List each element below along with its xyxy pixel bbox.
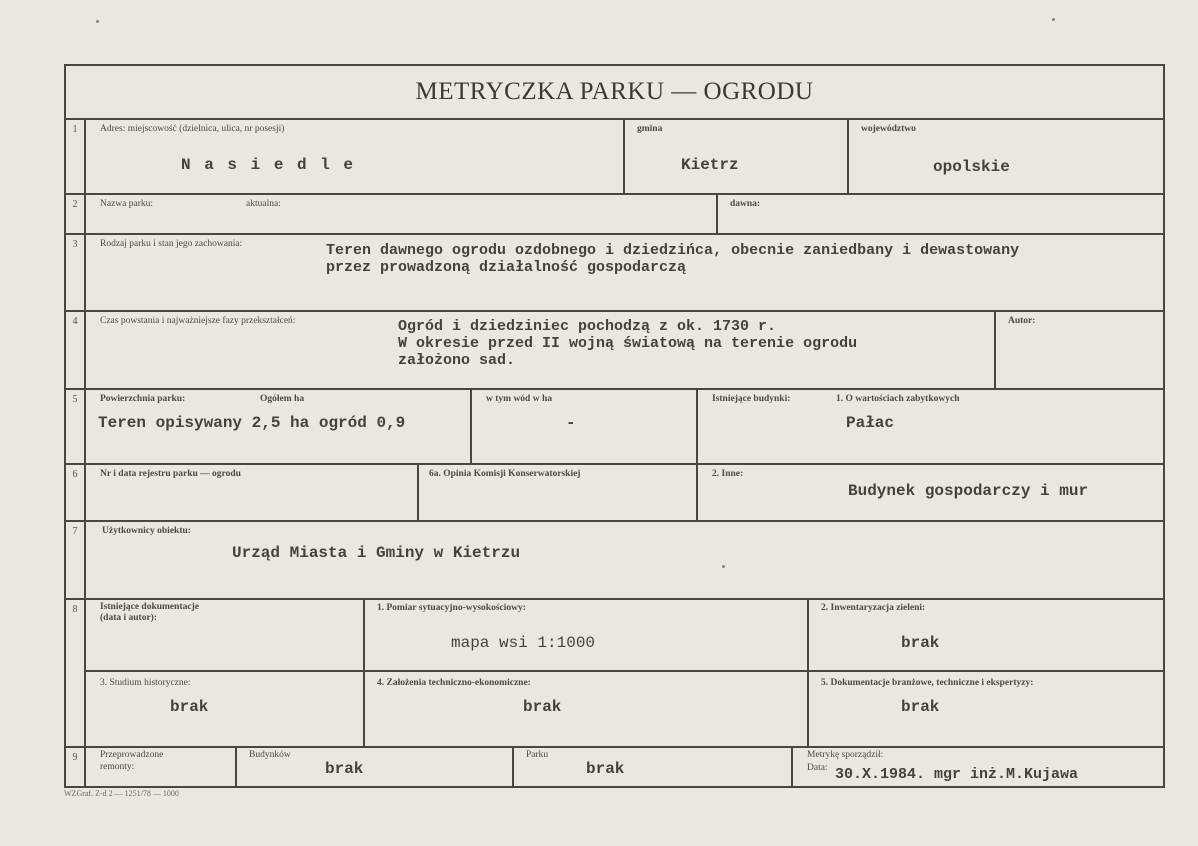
greenery-cell <box>807 598 1163 746</box>
former-name-cell <box>716 193 1163 233</box>
greenery-label: 2. Inwentaryzacja zieleni: <box>821 603 926 613</box>
row-area <box>66 388 1163 465</box>
row-history <box>66 310 1163 390</box>
tech-eco-value: brak <box>523 698 562 716</box>
survey-label: 1. Pomiar sytuacyjno-wysokościowy: <box>377 603 526 613</box>
users-value: Urząd Miasta i Gminy w Kietrzu <box>232 544 521 562</box>
survey-cell <box>363 598 809 746</box>
former-name-label: dawna: <box>730 199 761 209</box>
address-value: N a s i e d l e <box>181 156 356 174</box>
paper-speck <box>722 565 725 568</box>
page-title: METRYCZKA PARKU — OGRODU <box>66 66 1163 120</box>
row-documentation <box>66 598 1163 748</box>
historic-buildings-label: 1. O wartościach zabytkowych <box>836 394 960 404</box>
gmina-label: gmina <box>637 124 663 134</box>
area-total-label: Ogółem ha <box>260 394 305 404</box>
park-record-card <box>64 64 1165 788</box>
voivodeship-value: opolskie <box>933 158 1010 176</box>
greenery-value: brak <box>901 634 940 652</box>
historic-buildings-value: Pałac <box>846 414 895 432</box>
opinion-label: 6a. Opinia Komisji Konserwatorskiej <box>429 469 581 479</box>
water-cell <box>470 388 696 463</box>
record-date-label: Data: <box>807 763 828 773</box>
repairs-buildings-label: Budynków <box>249 750 291 760</box>
repairs-park-cell <box>512 746 793 788</box>
survey-value: mapa wsi 1:1000 <box>451 634 596 652</box>
water-value: - <box>566 414 576 432</box>
row-repairs <box>66 746 1163 788</box>
repairs-buildings-cell <box>235 746 514 788</box>
row-register <box>66 463 1163 522</box>
row-number: 6 <box>66 463 86 520</box>
voivodeship-cell <box>847 118 1163 193</box>
address-label: Adres: miejscowość (dzielnica, ulica, nr posesji) <box>100 124 285 134</box>
record-author-value: 30.X.1984. mgr inż.M.Kujawa <box>835 766 1079 783</box>
register-label: Nr i data rejestru parku — ogrodu <box>100 469 241 479</box>
history-study-label: 3. Studium historyczne: <box>100 678 191 688</box>
record-author-cell <box>791 746 1163 788</box>
tech-eco-label: 4. Założenia techniczno-ekonomiczne: <box>377 678 531 688</box>
water-label: w tym wód w ha <box>486 394 552 404</box>
repairs-sublabel: remonty: <box>100 762 135 772</box>
documentation-label: Istniejące dokumentacje <box>100 602 199 612</box>
park-type-label: Rodzaj parku i stan jego zachowania: <box>100 239 243 249</box>
gmina-cell <box>623 118 849 193</box>
row-users <box>66 520 1163 600</box>
row-number: 2 <box>66 193 86 233</box>
print-footer: WZGraf. Z-d 2 — 1251/78 — 1000 <box>64 789 179 798</box>
history-study-value: brak <box>170 698 209 716</box>
buildings-cell <box>696 388 1163 463</box>
area-label: Powierzchnia parku: <box>100 394 186 404</box>
row-number: 7 <box>66 520 86 598</box>
repairs-park-value: brak <box>586 760 625 778</box>
other-buildings-label: 2. Inne: <box>712 469 744 479</box>
history-label: Czas powstania i najważniejsze fazy przekształceń: <box>100 316 296 326</box>
paper-speck <box>96 20 99 23</box>
repairs-park-label: Parku <box>526 750 549 760</box>
other-buildings-cell <box>696 463 1163 520</box>
paper-speck <box>1052 18 1055 21</box>
buildings-label: Istniejące budynki: <box>712 394 791 404</box>
branch-docs-label: 5. Dokumentacje branżowe, techniczne i ekspertyzy: <box>821 678 1034 688</box>
park-name-label: Nazwa parku: <box>100 199 154 209</box>
branch-docs-value: brak <box>901 698 940 716</box>
documentation-sublabel: (data i autor): <box>100 613 157 623</box>
users-label: Użytkownicy obiektu: <box>102 526 191 536</box>
area-value: Teren opisywany 2,5 ha ogród 0,9 <box>98 414 406 432</box>
row-number: 8 <box>66 598 86 746</box>
author-cell <box>994 310 1163 388</box>
row-number: 4 <box>66 310 86 388</box>
repairs-buildings-value: brak <box>325 760 364 778</box>
record-author-label: Metrykę sporządził: <box>807 750 884 760</box>
row-park-name <box>66 193 1163 235</box>
history-value: Ogród i dziedziniec pochodzą z ok. 1730 r. W okresie przed II wojną światową na terenie ogrodu założono sad. <box>398 318 858 369</box>
row-number: 3 <box>66 233 86 310</box>
gmina-value: Kietrz <box>681 156 739 174</box>
voivodeship-label: województwo <box>861 124 916 134</box>
other-buildings-value: Budynek gospodarczy i mur <box>848 482 1089 500</box>
row-number: 5 <box>66 388 86 463</box>
current-name-label: aktualna: <box>246 199 281 209</box>
row-address <box>66 118 1163 195</box>
author-label: Autor: <box>1008 316 1036 326</box>
opinion-cell <box>417 463 698 520</box>
park-type-value: Teren dawnego ogrodu ozdobnego i dziedzińca, obecnie zaniedbany i dewastowany przez prowadzoną działalność gospodarczą <box>326 242 1020 276</box>
repairs-label: Przeprowadzone <box>100 750 164 760</box>
row-number: 1 <box>66 118 86 193</box>
row-park-type <box>66 233 1163 312</box>
row-number: 9 <box>66 746 86 788</box>
